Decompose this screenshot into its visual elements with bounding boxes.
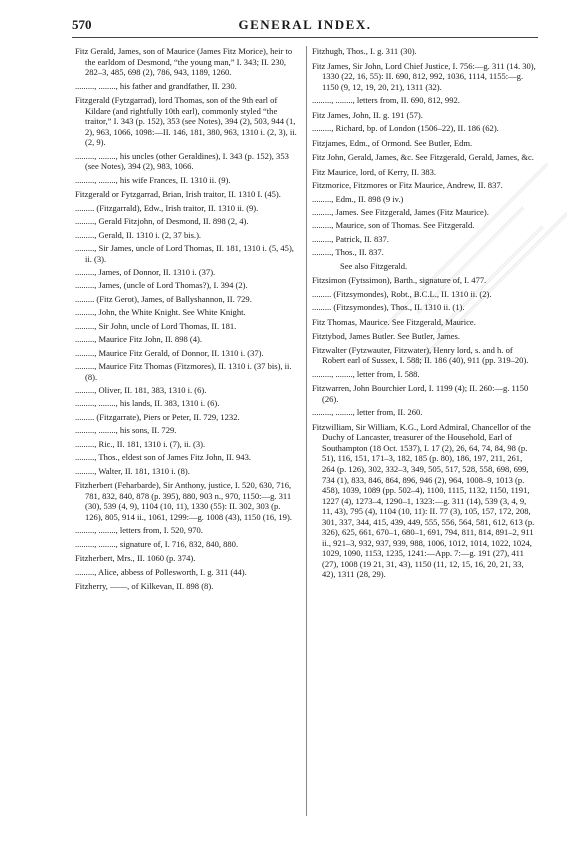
index-entry: Fitz Maurice, lord, of Kerry, II. 383.	[312, 166, 437, 177]
index-entry: Fitzgerald or Fytzgarrad, Brian, Irish traitor, II. 1310 I. (45).	[75, 189, 281, 200]
index-entry: ........., Gerald Fitzjohn, of Desmond, II. 898 (2, 4).	[75, 216, 249, 227]
index-entry: Fitzjames, Edm., of Ormond. See Butler, Edm.	[312, 137, 473, 148]
index-column-right	[312, 46, 536, 583]
index-entry: Fitzgerald (Fytzgarrad), lord Thomas, son of the 9th earl of Kildare (and rightfully 10th earl), commonly styled “the traitor,” I. 343 (p. 152), 353 (see Notes), 394 (2), 503, 944 (1, 2), 963, 1066, 1098:—II. 146, 181, 380, 963, 1310 i. (2, 3), ii. (2, 9).	[75, 95, 297, 148]
index-entry: ........., Maurice Fitz Gerald, of Donnor, II. 1310 i. (37).	[75, 347, 264, 358]
index-entry: ........., ........, letters from, I. 520, 970.	[75, 525, 203, 536]
index-entry: ........., John, the White Knight. See White Knight.	[75, 307, 246, 318]
index-entry: ........., ........, his lands, II. 383, 1310 i. (6).	[75, 398, 220, 409]
index-entry: Fitzsimon (Fytssimon), Barth., signature of, I. 477.	[312, 275, 487, 286]
index-entry: ........., ........, letter from, I. 588.	[312, 368, 420, 379]
index-entry: Fitzherry, ——, of Kilkevan, II. 898 (8).	[75, 581, 214, 592]
index-entry: See also Fitzgerald.	[340, 260, 408, 271]
index-entry: ........., Walter, II. 181, 1310 i. (8).	[75, 465, 190, 476]
index-entry: ........., James, of Donnor, II. 1310 i. (37).	[75, 266, 216, 277]
index-entry: Fitzhugh, Thos., I. g. 311 (30).	[312, 46, 417, 56]
index-entry: Fitz Thomas, Maurice. See Fitzgerald, Maurice.	[312, 316, 476, 327]
index-entry: ........., ........, signature of, I. 716, 832, 840, 880.	[75, 538, 239, 549]
index-entry: ......... (Fitzgarrald), Edw., Irish traitor, II. 1310 ii. (9).	[75, 202, 259, 213]
index-entry: ........., Maurice Fitz Thomas (Fitzmores), II. 1310 i. (37 bis), ii. (8).	[75, 361, 292, 382]
index-entry: ........., Alice, abbess of Pollesworth, I. g. 311 (44).	[75, 566, 247, 577]
index-entry: ........., Thos., II. 837.	[312, 247, 384, 258]
index-column-left	[75, 46, 299, 595]
index-entry: ........., Sir James, uncle of Lord Thomas, II. 181, 1310 i. (5, 45), ii. (3).	[75, 242, 294, 264]
index-entry: Fitz John, Gerald, James, &c. See Fitzgerald, Gerald, James, &c.	[312, 152, 534, 163]
page-title: GENERAL INDEX.	[238, 17, 372, 32]
header-rule	[72, 37, 538, 38]
index-entry: ........., ........, his sons, II. 729.	[75, 425, 177, 436]
index-entry: ........., Ric., II. 181, 1310 i. (7), ii. (3).	[75, 438, 206, 449]
index-entry: Fitzmorice, Fitzmores or Fitz Maurice, Andrew, II. 837.	[312, 180, 503, 191]
index-entry: ........., ........, his wife Frances, II. 1310 ii. (9).	[75, 174, 231, 185]
index-entry: ........., James. See Fitzgerald, James (Fitz Maurice).	[312, 207, 489, 218]
index-entry: Fitzwilliam, Sir William, K.G., Lord Admiral, Chancellor of the Duchy of Lancaster, treasurer of the Household, Earl of Southampton (18 Oct. 1537), I. 17 (2), 26, 64, 74, 84, 98 (p. 51), 116, 151, 171–3, 182, 185 (p. 80), 186, 197, 211, 261, 264 (p. 126), 302, 332–3, 349, 505, 517, 528, 558, 698, 699, 734 (1), 833, 846, 864, 896, 946 (2), 964, 1008–9, 1013 (p. 458), 1039, 1089 (pp. 502–4), 1100, 1115, 1132, 1150, 1191, 1227 (4), 1273–4, 1290–1, 1323:—g. 311 (14), 539 (3, 4, 9, 11, 43), 795 (4), 1104 (10, 11): II. 77 (3), 105, 157, 172, 208, 301, 337, 344, 415, 439, 449, 555, 556, 564, 581, 612, 613 (p. 326), 625, 661, 670–1, 680–1, 691, 794, 811, 814, 891–2, 911 ii., 921–3, 932, 937, 939, 988, 1006, 1012, 1014, 1022, 1024, 1029, 1090, 1153, 1235, 1241:—App. 7:—g. 191 (27), 411 (27), 1008 (19 21, 31, 43), 1150 (11, 12, 15, 16, 20, 21, 33, 42), 1311 (28, 29).	[312, 421, 535, 580]
index-entry: Fitzwarren, John Bourchier Lord, I. 1199 (4); II. 260:—g. 1150 (26).	[312, 383, 529, 404]
page-header	[72, 17, 538, 33]
index-entry: ........., Thos., eldest son of James Fitz John, II. 943.	[75, 452, 251, 463]
index-entry: ........., ........, his uncles (other Geraldines), I. 343 (p. 152), 353 (see Notes), 394 (2), 983, 1066.	[75, 150, 289, 172]
index-entry: ........., Richard, bp. of London (1506–22), II. 186 (62).	[312, 123, 499, 134]
index-entry: Fitzherbert (Feharbarde), Sir Anthony, justice, I. 520, 630, 716, 781, 832, 840, 878 (p. 395), 880, 903 n., 970, 1150:—g. 311 (30), 539 (4, 9), 1104 (10, 11), 1330 (55): II. 302, 303 (p. 126), 805, 914 ii., 1061, 1299:—g. 1008 (43), 1150 (16, 19).	[75, 480, 292, 522]
index-entry: ........., Edm., II. 898 (9 iv.)	[312, 193, 404, 204]
index-entry: ......... (Fitzgarrate), Piers or Peter, II. 729, 1232.	[75, 411, 240, 422]
index-entry: Fitz James, John, II. g. 191 (57).	[312, 109, 423, 120]
index-entry: ........., Maurice Fitz John, II. 898 (4).	[75, 334, 202, 345]
index-entry: ........., Oliver, II. 181, 383, 1310 i. (6).	[75, 385, 207, 396]
index-entry: ........., Sir John, uncle of Lord Thomas, II. 181.	[75, 320, 237, 331]
index-entry: Fitz Gerald, James, son of Maurice (James Fitz Morice), heir to the earldom of Desmond, “the young man,” I. 343; II. 230, 282–3, 485, 698 (2), 786, 943, 1189, 1260.	[75, 46, 293, 78]
page-number: 570	[72, 17, 92, 32]
index-entry: ........., James, (uncle of Lord Thomas?), I. 394 (2).	[75, 280, 248, 291]
index-entry: ......... (Fitzsymondes), Robt., B.C.L., II. 1310 ii. (2).	[312, 288, 492, 299]
index-entry: Fitzherbert, Mrs., II. 1060 (p. 374).	[75, 553, 196, 564]
index-entry: ........., ........, his father and grandfather, II. 230.	[75, 80, 237, 91]
index-entry: Fitz James, Sir John, Lord Chief Justice, I. 756:—g. 311 (14. 30), 1330 (22, 16, 55): II. 690, 812, 992, 1036, 1114, 1155:—g. 1150 (9, 12, 19, 20, 21), 1311 (32).	[312, 60, 536, 92]
index-entry: ........., Gerald, II. 1310 i. (2, 37 bis.).	[75, 229, 202, 240]
index-entry: ........., ........, letter from, II. 260.	[312, 407, 423, 418]
index-entry: Fitzwalter (Fytzwauter, Fitzwater), Henry lord, s. and h. of Robert earl of Sussex, I. 588; II. 186 (40), 911 (pp. 319–20).	[312, 344, 529, 366]
index-entry: Fitztybod, James Butler. See Butler, James.	[312, 331, 461, 342]
column-divider	[306, 46, 307, 816]
index-entry: ........., Maurice, son of Thomas. See Fitzgerald.	[312, 220, 475, 231]
index-entry: ......... (Fitzsymondes), Thos., II. 1310 ii. (1).	[312, 302, 465, 313]
index-entry: ........., ........, letters from, II. 690, 812, 992.	[312, 95, 460, 106]
index-entry: ........., Patrick, II. 837.	[312, 233, 389, 244]
index-entry: ......... (Fitz Gerot), James, of Ballyshannon, II. 729.	[75, 293, 252, 304]
